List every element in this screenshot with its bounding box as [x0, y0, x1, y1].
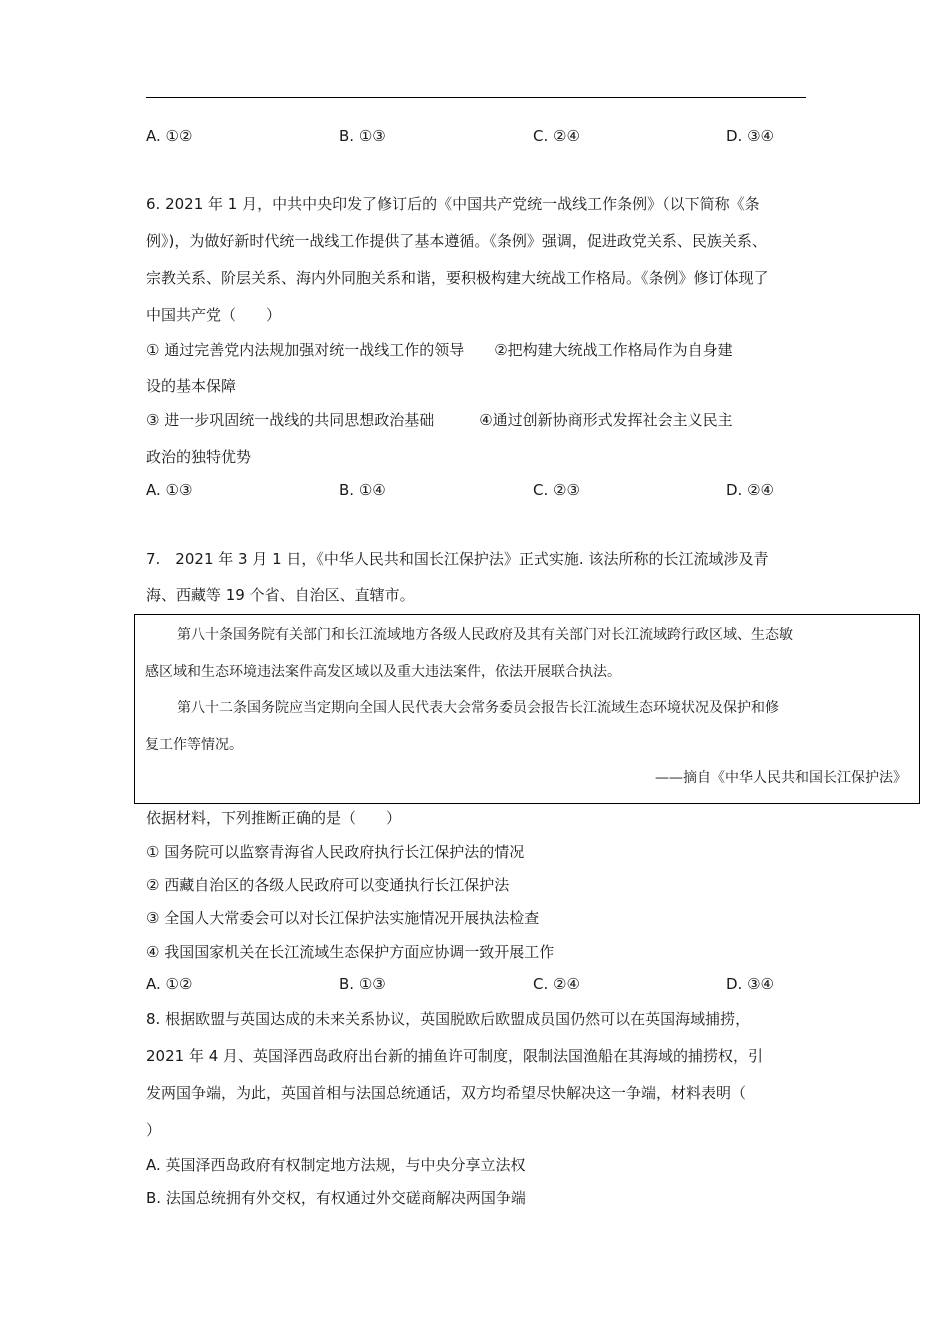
- q5-option-a: A. ①②: [146, 127, 193, 145]
- q7-option-d: D. ③④: [726, 975, 774, 993]
- q5-option-b: B. ①③: [339, 127, 386, 145]
- material-line: 第八十条国务院有关部门和长江流域地方各级人民政府及其有关部门对长江流域跨行政区域、生态敏: [177, 627, 793, 643]
- q7-option-c: C. ②④: [533, 975, 580, 993]
- material-source: ——摘自《中华人民共和国长江保护法》: [655, 770, 907, 786]
- q8-option-a: A. 英国泽西岛政府有权制定地方法规，与中央分享立法权: [146, 1156, 526, 1174]
- q7-statement-line: ① 国务院可以监察青海省人民政府执行长江保护法的情况: [146, 843, 525, 861]
- q6-option-a: A. ①③: [146, 481, 193, 499]
- q8-stem-line: 发两国争端，为此，英国首相与法国总统通话，双方均希望尽快解决这一争端，材料表明（: [146, 1084, 747, 1102]
- material-line: 第八十二条国务院应当定期向全国人民代表大会常务委员会报告长江流域生态环境状况及保护和修: [177, 700, 779, 716]
- q8-stem-line: 2021 年 4 月、英国泽西岛政府出台新的捕鱼许可制度，限制法国渔船在其海域的捕捞权，引: [146, 1047, 764, 1065]
- header-rule: [146, 97, 806, 98]
- q7-statement-line: ② 西藏自治区的各级人民政府可以变通执行长江保护法: [146, 876, 510, 894]
- q6-statement-line: 设的基本保障: [146, 377, 237, 395]
- q6-statement-line: ③ 进一步巩固统一战线的共同思想政治基础 ④通过创新协商形式发挥社会主义民主: [146, 411, 733, 429]
- q6-stem-line: 宗教关系、阶层关系、海内外同胞关系和谐，要积极构建大统战工作格局。《条例》修订体现了: [146, 269, 769, 287]
- q7-options: [146, 973, 786, 995]
- material-line: 复工作等情况。: [145, 737, 243, 753]
- q5-option-c: C. ②④: [533, 127, 580, 145]
- q6-option-b: B. ①④: [339, 481, 386, 499]
- q8-stem-line: 8. 根据欧盟与英国达成的未来关系协议，英国脱欧后欧盟成员国仍然可以在英国海域捕捞，: [146, 1010, 751, 1028]
- q7-material-box: [134, 614, 920, 804]
- q7-option-a: A. ①②: [146, 975, 193, 993]
- q6-statement-line: 政治的独特优势: [146, 448, 252, 466]
- q6-stem-line: 例》)，为做好新时代统一战线工作提供了基本遵循。《条例》强调，促进政党关系、民族关系、: [146, 232, 767, 250]
- q6-stem-line: 中国共产党（ ）: [146, 306, 282, 324]
- q6-options: [146, 479, 786, 501]
- q6-option-d: D. ②④: [726, 481, 774, 499]
- q6-stem-line: 6. 2021 年 1 月，中共中央印发了修订后的《中国共产党统一战线工作条例》（以下简称《条: [146, 195, 760, 213]
- q5-options: [146, 125, 786, 147]
- q7-question: 依据材料，下列推断正确的是（ ）: [146, 809, 402, 827]
- q7-statement-line: ③ 全国人大常委会可以对长江保护法实施情况开展执法检查: [146, 909, 540, 927]
- q6-statement-line: ① 通过完善党内法规加强对统一战线工作的领导 ②把构建大统战工作格局作为自身建: [146, 341, 733, 359]
- q7-stem-line: 7. 2021 年 3 月 1 日，《中华人民共和国长江保护法》正式实施. 该法所称的长江流域涉及青: [146, 550, 769, 568]
- q8-option-b: B. 法国总统拥有外交权，有权通过外交磋商解决两国争端: [146, 1189, 526, 1207]
- q7-statement-line: ④ 我国国家机关在长江流域生态保护方面应协调一致开展工作: [146, 943, 555, 961]
- q7-stem-line: 海、西藏等 19 个省、自治区、直辖市。: [146, 586, 415, 604]
- q7-option-b: B. ①③: [339, 975, 386, 993]
- material-line: 感区域和生态环境违法案件高发区域以及重大违法案件，依法开展联合执法。: [145, 664, 621, 680]
- q8-stem-line: ）: [146, 1121, 162, 1139]
- q5-option-d: D. ③④: [726, 127, 774, 145]
- q6-option-c: C. ②③: [533, 481, 580, 499]
